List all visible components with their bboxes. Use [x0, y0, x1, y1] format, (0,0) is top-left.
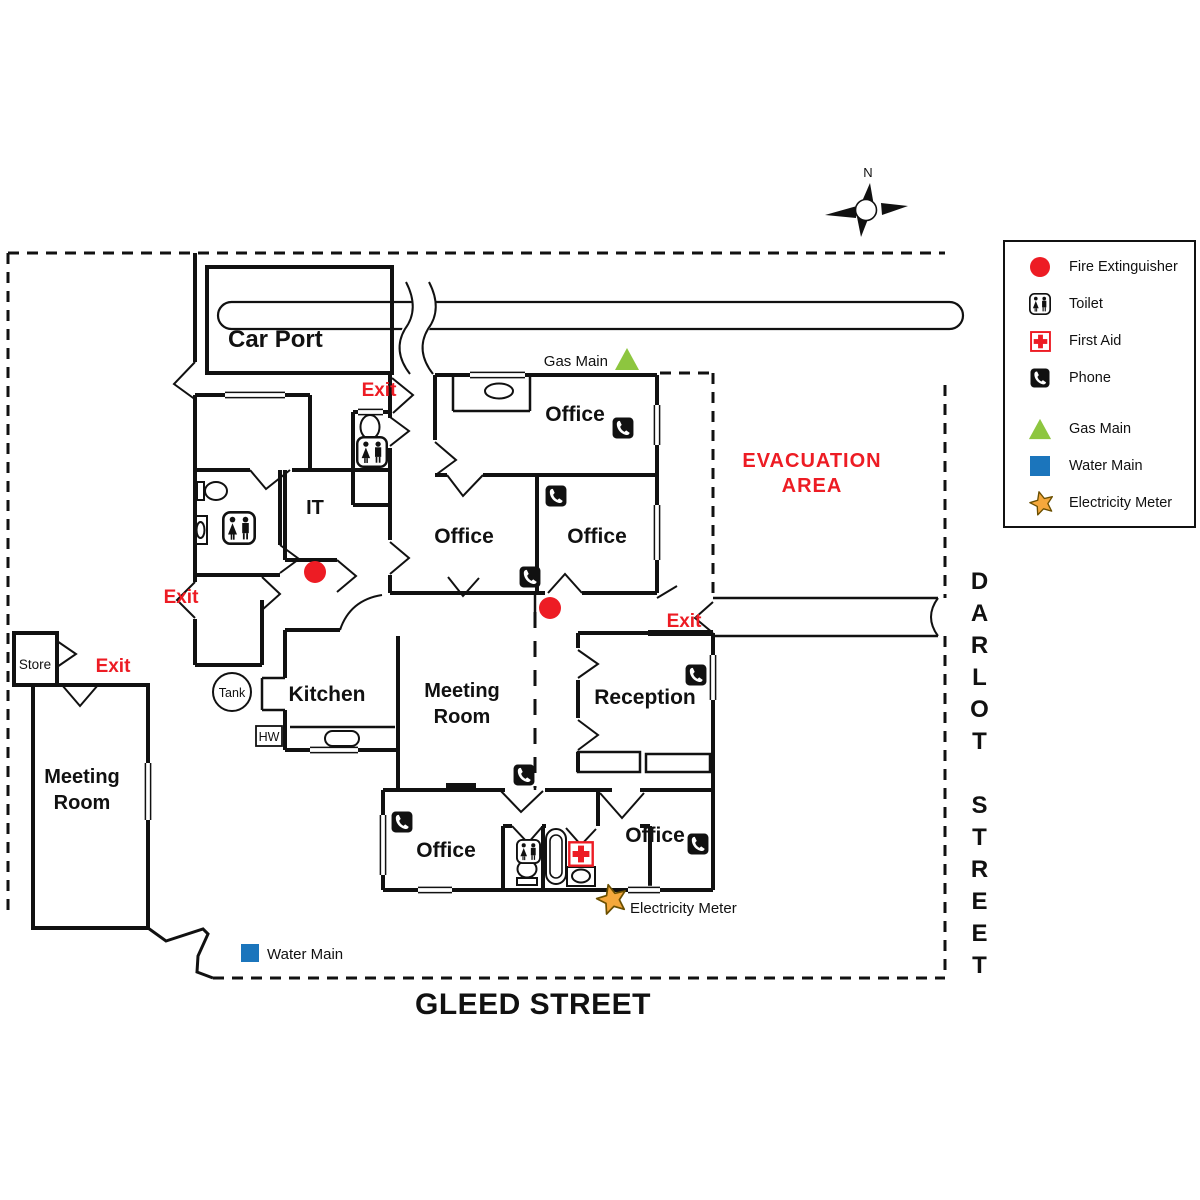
phone-icon	[1027, 365, 1053, 391]
office-mid-right-label: Office	[567, 525, 627, 548]
exit-label-east: Exit	[666, 611, 702, 632]
phone-icon	[514, 765, 535, 786]
office-top-label: Office	[545, 403, 605, 426]
carport-label: Car Port	[228, 326, 323, 353]
compass-rose	[825, 165, 908, 237]
meeting-room-left-label-2: Room	[53, 792, 111, 814]
water-main-icon	[241, 944, 259, 962]
legend-label: Fire Extinguisher	[1069, 259, 1178, 275]
legend-label: Toilet	[1069, 296, 1103, 312]
electricity-meter-label: Electricity Meter	[630, 900, 737, 917]
office-mid-left-label: Office	[434, 525, 494, 548]
toilet-icon	[357, 437, 387, 467]
toilet-icon	[223, 512, 254, 543]
legend-label: Gas Main	[1069, 421, 1132, 437]
store-label: Store	[18, 657, 52, 672]
fire-extinguisher-icon	[539, 597, 561, 619]
hot-water-unit	[256, 726, 282, 746]
reception-label: Reception	[594, 686, 696, 709]
darlot-street-label: DARLOT STREET	[966, 568, 993, 984]
office-bottom-right-label: Office	[625, 824, 685, 847]
whiteboard	[446, 783, 476, 791]
fire-extinguisher-icon	[304, 561, 326, 583]
evacuation-area-label-1: EVACUATION	[742, 450, 882, 472]
legend-item-toilet	[1027, 292, 1194, 316]
hot-water-label: HW	[258, 730, 280, 744]
legend-item-water-main	[1027, 454, 1194, 478]
electricity-meter-icon	[1027, 490, 1053, 516]
office-bottom-left-label: Office	[416, 839, 476, 862]
exit-label-west: Exit	[163, 587, 199, 608]
gas-main-icon	[1027, 416, 1053, 442]
legend-item-gas-main	[1027, 417, 1194, 441]
phone-icon	[613, 418, 634, 439]
phone-icon	[686, 665, 707, 686]
tank	[213, 673, 251, 711]
phone-icon	[520, 567, 541, 588]
water-main-label: Water Main	[267, 946, 344, 963]
electricity-meter-icon	[594, 881, 630, 916]
it-room-label: IT	[306, 497, 324, 519]
legend-item-first-aid	[1027, 329, 1194, 353]
legend-item-fire-extinguisher	[1027, 255, 1194, 279]
fixtures	[194, 384, 595, 887]
toilet-icon	[1027, 291, 1053, 317]
toilet-icon	[517, 840, 540, 863]
first-aid-icon	[1027, 328, 1053, 354]
legend-label: Phone	[1069, 370, 1111, 386]
legend-label: First Aid	[1069, 333, 1122, 349]
evacuation-area-boundary	[660, 373, 713, 598]
meeting-room-center-label-1: Meeting	[424, 680, 500, 702]
tank-label: Tank	[218, 686, 246, 700]
water-main-icon	[1027, 453, 1053, 479]
fire-extinguisher-icon	[1027, 254, 1053, 280]
meeting-room-left-label-1: Meeting	[44, 766, 120, 788]
gas-main-icon	[615, 348, 639, 370]
first-aid-icon	[569, 842, 592, 865]
exit-label-north: Exit	[361, 380, 397, 401]
compass-north-label: N	[863, 165, 873, 180]
evacuation-area-label-2: AREA	[781, 475, 843, 497]
walkway-east	[713, 598, 938, 636]
boundary-gate-path	[148, 928, 213, 978]
legend-label: Water Main	[1069, 458, 1143, 474]
phone-icon	[392, 812, 413, 833]
legend-label: Electricity Meter	[1069, 495, 1173, 511]
phone-icon	[546, 486, 567, 507]
exit-label-southwest: Exit	[95, 656, 131, 677]
legend	[1003, 240, 1196, 528]
legend-item-electricity-meter	[1027, 491, 1194, 515]
gleed-street-label: GLEED STREET	[414, 988, 652, 1021]
kitchen-label: Kitchen	[288, 683, 366, 706]
legend-item-phone	[1027, 366, 1194, 390]
phone-icon	[688, 834, 709, 855]
gas-main-label: Gas Main	[543, 353, 608, 370]
meeting-room-center-label-2: Room	[433, 706, 491, 728]
